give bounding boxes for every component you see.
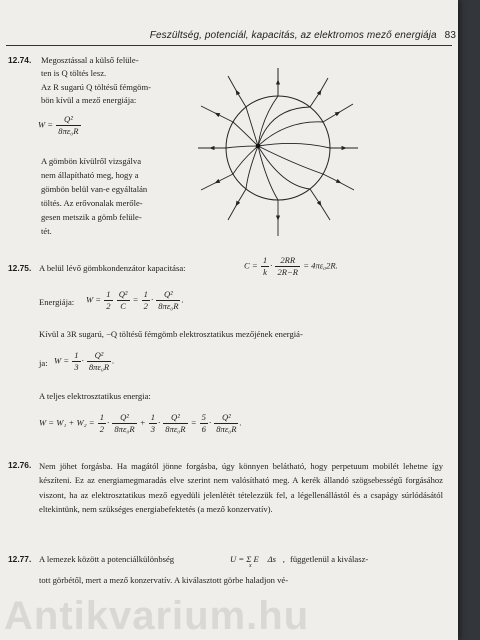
text-line: Az R sugarú Q töltésű fémgöm- (41, 82, 152, 92)
page-number: 83 (444, 30, 456, 41)
header-title: Feszültség, potenciál, kapacitás, az elektromos mező energiája (149, 30, 437, 41)
sphere-outline (226, 96, 330, 200)
text-line: A gömbön kívülről vizsgálva (41, 156, 142, 166)
problem-number-12-77: 12.77. (8, 554, 32, 564)
text-line: gesen metszik a gömb felülе- (41, 212, 142, 222)
text-line: tott görbétől, mert a mező konzervatív. A kiválasztott görbe haladjon vé- (39, 575, 289, 585)
text-line: bön kívül a mező energiája: (41, 95, 137, 105)
problem-number-12-74: 12.74. (8, 55, 32, 65)
watermark: Antikvarium.hu (4, 594, 310, 638)
potential-difference-equation: U = Σ E⃗ Δs⃗, (230, 554, 285, 564)
energy-equation-inner: W = $\frac{1}{2}$ $\frac{\text{Q²}}{C}$ = $\frac{1}{2}$ · $\frac{\text{Q²}}{\text{8πε₀R}}$ . (86, 289, 184, 311)
text-line: nem állapítható meg, hogy a (41, 170, 139, 180)
energy-equation-outside: W = $\frac{\text{Q²}}{\text{8πε₀R}}$ (38, 114, 79, 136)
point-charge (256, 144, 261, 149)
problem-12-76-text: Nem jöhet forgásba. Ha magától jönne forgásba, úgy könnyen belátható, hogy perpetuum mobilét lehetne így készíteni. Ez az energiamegmaradás elve szerint nem valósítható meg. A kerék állandó szögsebességű forgásához viszont, ha az elektrosztatikus mező egyedüli jelenlétét tételezzük fel, a légellenállástól és a csapágy súrlódásától eltekintünk, nem szükséges energiabefektetés (a mező konzervatív). (39, 461, 443, 514)
text-line: A teljes elektrosztatikus energia: (39, 391, 151, 401)
problem-number-12-76: 12.76. (8, 460, 32, 470)
text-line: Energiája: (39, 297, 75, 307)
text-line: Megosztással a külső felüle- (41, 55, 139, 65)
header-rule (6, 45, 452, 46)
text-line: töltés. Az erővonalak merőle- (41, 198, 143, 208)
text-line: gömbön belül van-e egyáltalán (41, 184, 148, 194)
energy-equation-outer: W = $\frac{1}{3}$ · $\frac{\text{Q²}}{\text{8πε₀R}}$ . (54, 350, 115, 372)
text-line: A belül lévő gömbkondenzátor kapacitása: (39, 263, 186, 273)
text-line: függetlenül a kiválasz- (290, 554, 369, 564)
text-line: A lemezek között a potenciálkülönbség (39, 554, 175, 564)
running-header (56, 30, 456, 41)
sum-subscript: x (249, 563, 252, 569)
capacitance-equation: C = $\frac{1}{k}$ · $\frac{2RR}{2R-R}$ = 4πε₀2R. (244, 255, 338, 277)
text-line: tét. (41, 226, 52, 236)
text-line: Kívül a 3R sugarú, −Q töltésű fémgömb elektrosztatikus mezőjének energiá- (39, 329, 303, 339)
internal-field-lines (226, 96, 330, 200)
text-line: ja: (39, 358, 48, 368)
radial-field-lines (198, 68, 358, 236)
total-energy-equation: W = W₁ + W₂ = $\frac{1}{2}$ · $\frac{\text{Q²}}{\text{8πε₀R}}$ + $\frac{1}{3}$ · $\frac{\text{Q²}}{\text{8πε₀R}}$ = $\frac{5}{6}$ · $\frac{\text{Q²}}{\text{8πε₀R}}$ . (39, 412, 242, 434)
problem-number-12-75: 12.75. (8, 263, 32, 273)
field-lines-diagram (196, 68, 358, 238)
text-line: ten is Q töltés lesz. (41, 68, 107, 78)
